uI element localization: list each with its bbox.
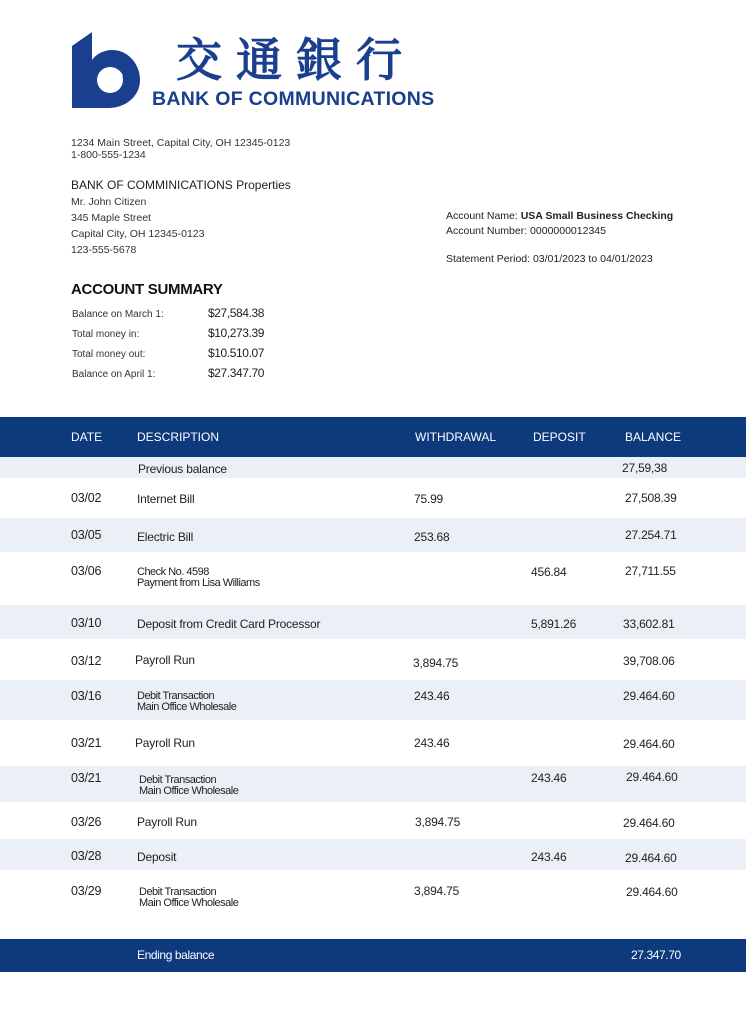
row-balance: 33,602.81 xyxy=(623,617,675,631)
bank-logo-icon xyxy=(68,32,140,108)
column-header-description: DESCRIPTION xyxy=(137,430,220,444)
row-date: 03/26 xyxy=(71,815,102,829)
row-description-detail: Main Office Wholesale xyxy=(139,897,239,909)
row-date: 03/16 xyxy=(71,689,102,703)
row-balance: 27,711.55 xyxy=(625,564,676,578)
row-date: 03/21 xyxy=(71,736,102,750)
row-description: Internet Bill xyxy=(137,492,195,506)
column-header-balance: BALANCE xyxy=(625,430,682,444)
row-balance: 29.464.60 xyxy=(625,851,677,865)
row-date: 03/06 xyxy=(71,564,102,578)
row-deposit: 243.46 xyxy=(531,850,567,864)
ending-balance-bar xyxy=(0,939,746,972)
row-balance: 27,508.39 xyxy=(625,491,677,505)
summary-label: Total money in: xyxy=(72,329,140,340)
column-header-date: DATE xyxy=(71,430,103,444)
summary-label: Balance on March 1: xyxy=(72,309,164,320)
row-balance: 39,708.06 xyxy=(623,654,675,668)
row-withdrawal: 3,894.75 xyxy=(414,884,460,898)
row-description: Electric Bill xyxy=(137,530,194,544)
recipient-city: Capital City, OH 12345-0123 xyxy=(71,228,205,240)
row-description-detail: Payment from Lisa Williams xyxy=(137,577,260,589)
column-header-deposit: DEPOSIT xyxy=(533,430,586,444)
row-description: Payroll Run xyxy=(135,736,195,750)
summary-label: Total money out: xyxy=(72,349,146,360)
row-balance: 29.464.60 xyxy=(626,770,678,784)
row-deposit: 5,891.26 xyxy=(531,617,577,631)
row-balance: 29.464.60 xyxy=(626,885,678,899)
row-description-detail: Main Office Wholesale xyxy=(137,701,237,713)
row-balance: 29.464.60 xyxy=(623,689,675,703)
bank-name-english: BANK OF COMMUNICATIONS xyxy=(152,88,435,110)
statement-period: Statement Period: 03/01/2023 to 04/01/2023 xyxy=(446,253,653,265)
transactions-table-header xyxy=(0,417,746,457)
row-withdrawal: 75.99 xyxy=(414,492,444,506)
row-description-detail: Main Office Wholesale xyxy=(139,785,239,797)
row-withdrawal: 253.68 xyxy=(414,530,450,544)
recipient-name: Mr. John Citizen xyxy=(71,196,147,208)
row-description: Check No. 4598 xyxy=(137,566,209,578)
recipient-phone: 123-555-5678 xyxy=(71,244,137,256)
row-balance: 27,59,38 xyxy=(622,461,668,475)
row-description: Deposit xyxy=(137,850,177,864)
row-withdrawal: 243.46 xyxy=(414,689,450,703)
row-deposit: 456.84 xyxy=(531,565,567,579)
recipient-company: BANK OF COMMINICATIONS Properties xyxy=(71,178,291,192)
row-date: 03/10 xyxy=(71,616,102,630)
account-name: Account Name: USA Small Business Checking xyxy=(446,210,674,222)
row-withdrawal: 3,894.75 xyxy=(413,656,459,670)
row-balance: 29.464.60 xyxy=(623,816,675,830)
row-description: Debit Transaction xyxy=(137,690,215,702)
bank-address: 1234 Main Street, Capital City, OH 12345-0123 xyxy=(71,137,291,149)
row-date: 03/12 xyxy=(71,654,102,668)
row-description: Debit Transaction xyxy=(139,774,217,786)
bank-name-chinese: 交通銀行 xyxy=(176,33,416,87)
row-withdrawal: 243.46 xyxy=(414,736,450,750)
row-description: Deposit from Credit Card Processor xyxy=(137,617,321,631)
row-date: 03/29 xyxy=(71,884,102,898)
row-date: 03/05 xyxy=(71,528,102,542)
column-header-withdrawal: WITHDRAWAL xyxy=(415,430,497,444)
bank-phone: 1-800-555-1234 xyxy=(71,149,146,161)
summary-value: $27.347.70 xyxy=(208,366,265,380)
row-description: Payroll Run xyxy=(137,815,197,829)
row-date: 03/28 xyxy=(71,849,102,863)
summary-value: $27,584.38 xyxy=(208,306,265,320)
summary-label: Balance on April 1: xyxy=(72,369,156,380)
summary-value: $10,273.39 xyxy=(208,326,265,340)
row-date: 03/21 xyxy=(71,771,102,785)
recipient-street: 345 Maple Street xyxy=(71,212,151,224)
row-description: Previous balance xyxy=(138,462,227,476)
row-date: 03/02 xyxy=(71,491,102,505)
row-description: Payroll Run xyxy=(135,653,195,667)
summary-value: $10.510.07 xyxy=(208,346,265,360)
row-description: Debit Transaction xyxy=(139,886,217,898)
row-withdrawal: 3,894.75 xyxy=(415,815,461,829)
row-balance: 27.254.71 xyxy=(625,528,677,542)
row-deposit: 243.46 xyxy=(531,771,567,785)
ending-balance-value: 27.347.70 xyxy=(631,948,681,962)
account-number: Account Number: 0000000012345 xyxy=(446,225,606,237)
ending-balance-label: Ending balance xyxy=(137,948,215,962)
row-balance: 29.464.60 xyxy=(623,737,675,751)
summary-title: ACCOUNT SUMMARY xyxy=(71,281,223,298)
